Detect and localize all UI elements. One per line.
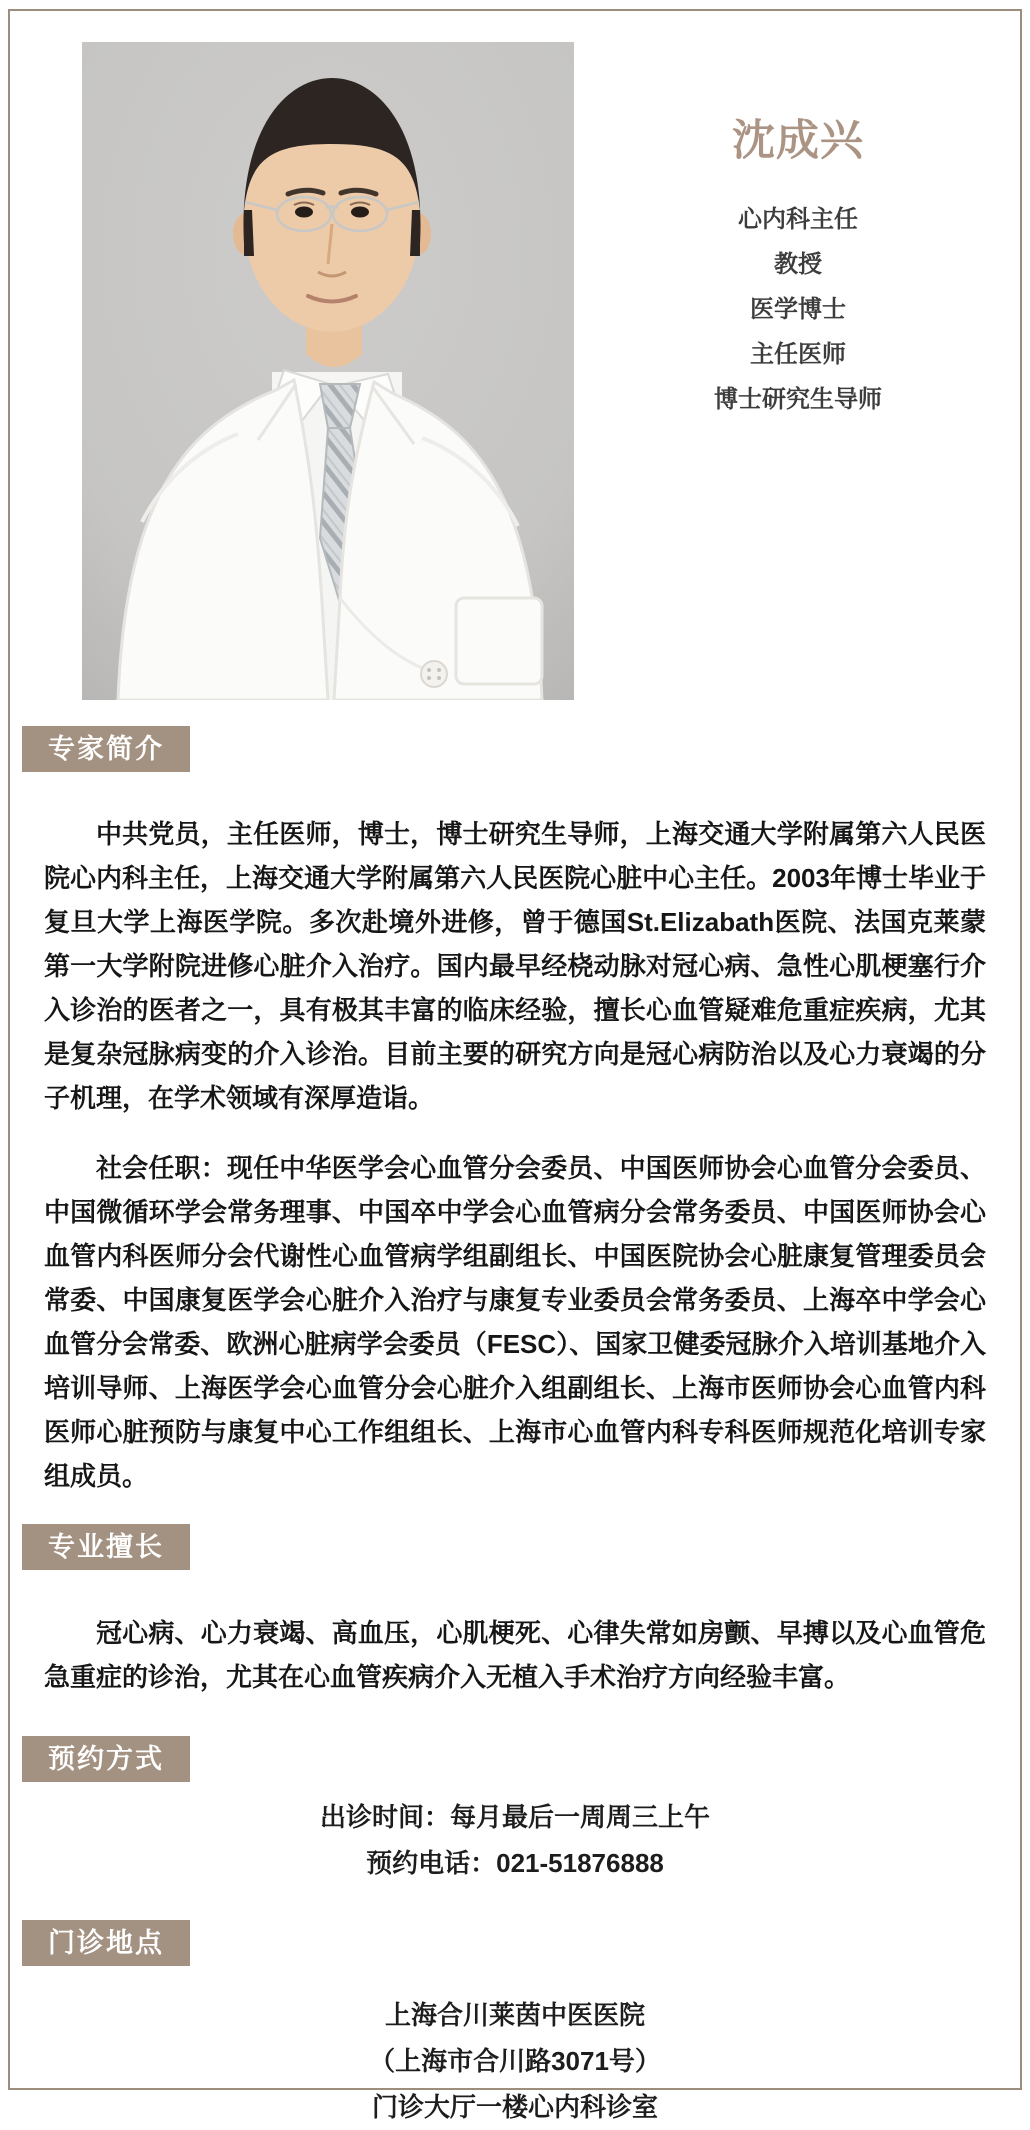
- clinic-location-info: [0, 1992, 1030, 2130]
- section-header-expertise: 专业擅长: [22, 1524, 190, 1570]
- doctor-title: 教授: [774, 251, 822, 278]
- section-header-intro: 专家简介: [22, 726, 190, 772]
- intro-paragraph-2: 社会任职：现任中华医学会心血管分会委员、中国医师协会心血管分会委员、中国微循环学会常务理事、中国卒中学会心血管病分会常务委员、中国医师协会心血管内科医师分会代谢性心血管病学组副组长、中国医院协会心脏康复管理委员会常委、中国康复医学会心脏介入治疗与康复专业委员会常务委员、上海卒中学会心血管分会常委、欧洲心脏病学会委员（FESC）、国家卫健委冠脉介入培训基地介入培训导师、上海医学会心血管分会心脏介入组副组长、上海市医师协会心血管内科医师心脏预防与康复中心工作组组长、上海市心血管内科专科医师规范化培训专家组成员。: [44, 1153, 986, 1491]
- appointment-phone: 预约电话：021-51876888: [366, 1848, 664, 1878]
- appointment-time: 出诊时间：每月最后一周周三上午: [319, 1802, 710, 1832]
- section-appointment-header-row: [0, 1736, 1030, 1782]
- section-location-header-row: [0, 1920, 1030, 1966]
- clinic-room: 门诊大厅一楼心内科诊室: [371, 2092, 658, 2122]
- clinic-name: 上海合川莱茵中医医院: [384, 2000, 645, 2030]
- section-intro-header-row: [0, 726, 1030, 772]
- section-expertise-header-row: [0, 1524, 1030, 1570]
- clinic-address: （上海市合川路3071号）: [369, 2046, 661, 2076]
- intro-paragraph-1: 中共党员，主任医师，博士，博士研究生导师，上海交通大学附属第六人民医院心内科主任，上海交通大学附属第六人民医院心脏中心主任。2003年博士毕业于复旦大学上海医学院。多次赴境外进修，曾于德国St.Elizabath医院、法国克莱蒙第一大学附院进修心脏介入治疗。国内最早经桡动脉对冠心病、急性心肌梗塞行介入诊治的医者之一，具有极其丰富的临床经验，擅长心血管疑难危重症疾病，尤其是复杂冠脉病变的介入诊治。目前主要的研究方向是冠心病防治以及心力衰竭的分子机理，在学术领域有深厚造诣。: [44, 819, 986, 1113]
- section-header-location: 门诊地点: [22, 1920, 190, 1966]
- doctor-title: 医学博士: [750, 296, 846, 323]
- appointment-info: [0, 1794, 1030, 1886]
- doctor-name: 沈成兴: [732, 117, 864, 165]
- doctor-title: 博士研究生导师: [714, 386, 882, 413]
- doctor-title: 主任医师: [750, 341, 846, 368]
- section-header-appointment: 预约方式: [22, 1736, 190, 1782]
- doctor-title: 心内科主任: [738, 206, 858, 233]
- expertise-paragraph: 冠心病、心力衰竭、高血压，心肌梗死、心律失常如房颤、早搏以及心血管危急重症的诊治，尤其在心血管疾病介入无植入手术治疗方向经验丰富。: [44, 1618, 986, 1692]
